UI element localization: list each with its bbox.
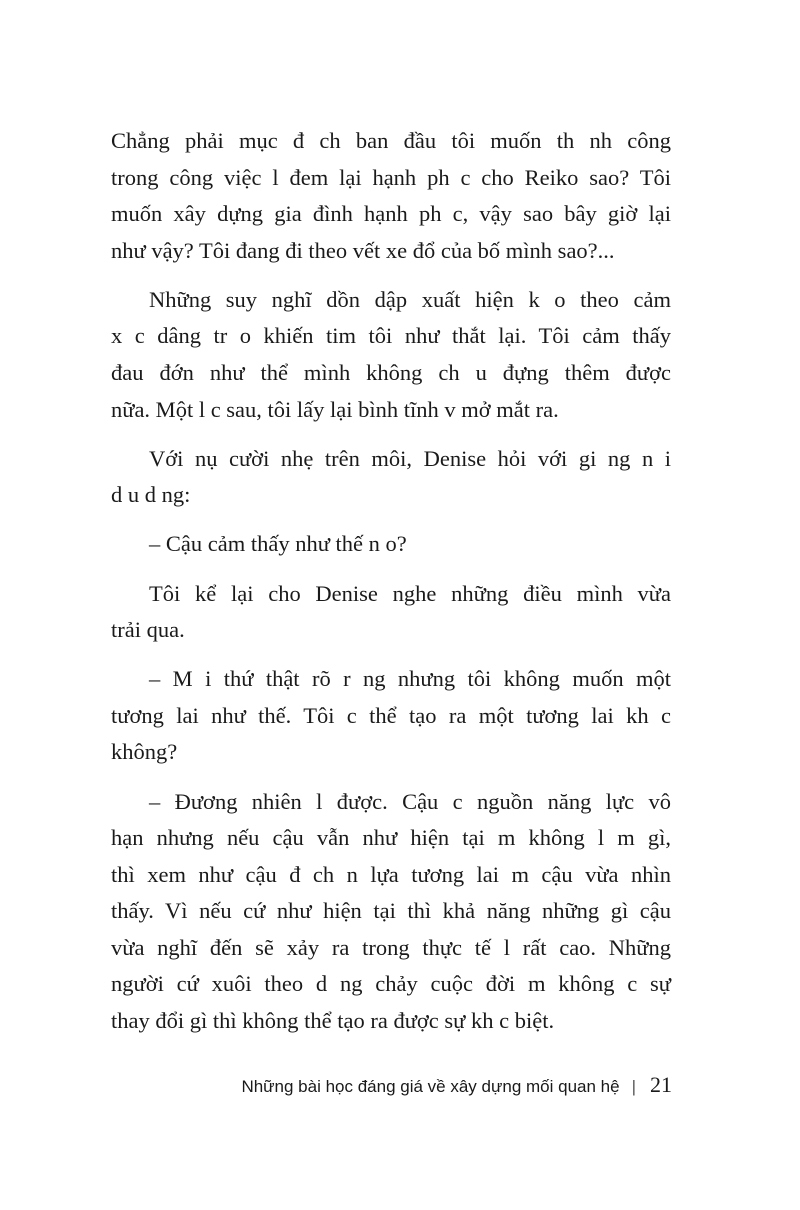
- text-line: nữa. Một l c sau, tôi lấy lại bình tĩnh v mở mắt ra.: [111, 396, 559, 422]
- dialogue-line: – Đương nhiên l được. Cậu c nguồn năng lực vô: [149, 788, 671, 814]
- text-line: trải qua.: [111, 617, 185, 643]
- text-line: đau đớn như thể mình không ch u đựng thêm được: [111, 360, 671, 386]
- text-line: vừa nghĩ đến sẽ xảy ra trong thực tế l rất cao. Những: [111, 934, 671, 960]
- book-title: Những bài học đáng giá về xây dựng mối quan hệ: [241, 1077, 620, 1096]
- text-line: muốn xây dựng gia đình hạnh ph c, vậy sao bây giờ lại: [111, 201, 671, 227]
- text-line: người cứ xuôi theo d ng chảy cuộc đời m không c sự: [111, 971, 671, 997]
- page-number: 21: [650, 1072, 672, 1097]
- running-footer: [241, 1072, 672, 1098]
- text-line: không?: [111, 739, 178, 765]
- dialogue-line: – Cậu cảm thấy như thế n o?: [149, 531, 407, 557]
- text-line: Tôi kể lại cho Denise nghe những điều mình vừa: [149, 580, 671, 606]
- text-line: thấy. Vì nếu cứ như hiện tại thì khả năng những gì cậu: [111, 898, 671, 924]
- text-line: thì xem như cậu đ ch n lựa tương lai m cậu vừa nhìn: [111, 861, 671, 887]
- text-line: thay đổi gì thì không thể tạo ra được sự kh c biệt.: [111, 1008, 555, 1034]
- text-line: trong công việc l đem lại hạnh ph c cho Reiko sao? Tôi: [111, 164, 671, 190]
- text-line: Những suy nghĩ dồn dập xuất hiện k o theo cảm: [149, 286, 671, 312]
- text-line: Với nụ cười nhẹ trên môi, Denise hỏi với gi ng n i: [149, 445, 671, 471]
- footer-separator: |: [631, 1077, 636, 1096]
- text-line: d u d ng:: [111, 482, 191, 508]
- text-line: Chẳng phải mục đ ch ban đầu tôi muốn th nh công: [111, 128, 671, 153]
- text-line: hạn nhưng nếu cậu vẫn như hiện tại m không l m gì,: [111, 825, 671, 851]
- text-line: như vậy? Tôi đang đi theo vết xe đổ của bố mình sao?...: [111, 237, 615, 263]
- dialogue-line: – M i thứ thật rõ r ng nhưng tôi không muốn một: [149, 666, 671, 692]
- text-line: tương lai như thế. Tôi c thể tạo ra một tương lai kh c: [111, 702, 671, 728]
- body-text: [111, 123, 671, 1040]
- text-line: x c dâng tr o khiến tim tôi như thắt lại. Tôi cảm thấy: [111, 323, 671, 349]
